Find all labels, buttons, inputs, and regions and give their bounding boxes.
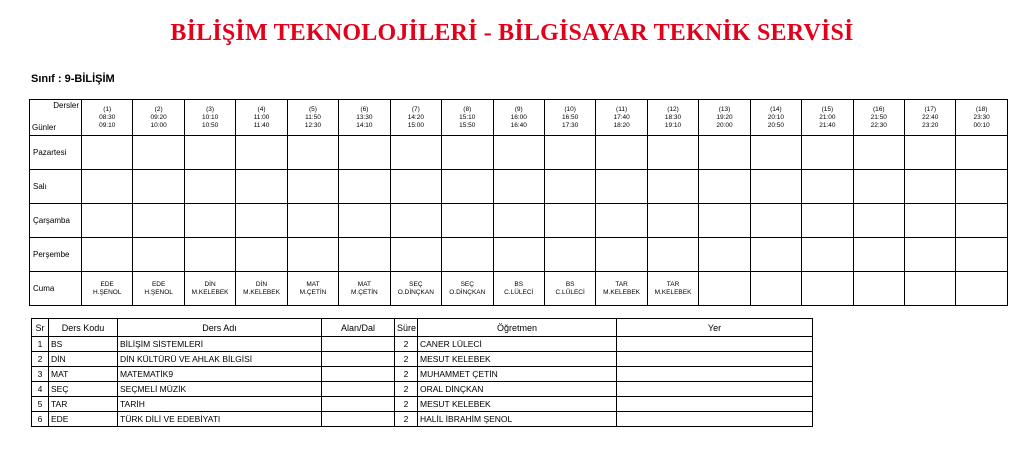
course-cell-sr: 4 — [32, 382, 49, 397]
timetable-slot-cell — [133, 170, 184, 204]
timetable-slot-cell — [853, 204, 904, 238]
period-number: (14) — [770, 105, 782, 113]
course-cell-duration: 2 — [395, 382, 418, 397]
period-end-time: 09:10 — [99, 121, 116, 129]
page-title: BİLİŞİM TEKNOLOJİLERİ - BİLGİSAYAR TEKNİK SERVİSİ — [170, 20, 854, 46]
period-start-time: 19:20 — [716, 113, 733, 121]
timetable-slot-cell — [390, 136, 441, 170]
timetable-slot-cell — [184, 170, 235, 204]
period-start-time: 18:30 — [664, 113, 682, 121]
timetable-slot-cell — [905, 238, 956, 272]
period-header-cell — [750, 100, 801, 136]
period-end-time: 15:00 — [407, 121, 424, 129]
timetable-slot-cell — [133, 238, 184, 272]
course-cell-place — [617, 397, 813, 412]
period-number: (13) — [718, 105, 731, 113]
timetable-day-row — [30, 204, 1008, 238]
timetable-slot-cell — [236, 136, 287, 170]
period-start-time: 15:10 — [459, 113, 476, 121]
course-cell-sr: 1 — [32, 337, 49, 352]
timetable-slot-cell — [750, 238, 801, 272]
period-header-cell — [236, 100, 287, 136]
timetable-slot-cell — [647, 170, 698, 204]
course-cell-duration: 2 — [395, 337, 418, 352]
course-cell-name: TARİH — [118, 397, 322, 412]
course-column-header: Alan/Dal — [322, 319, 395, 337]
course-cell-area — [322, 337, 395, 352]
period-start-time: 22:40 — [922, 113, 939, 121]
slot-teacher: C.LÜLECİ — [555, 288, 585, 296]
course-column-header: Ders Adı — [118, 319, 322, 337]
period-header-cell — [647, 100, 698, 136]
slot-teacher: M.KELEBEK — [191, 288, 229, 296]
timetable-slot-cell — [802, 170, 853, 204]
course-row — [32, 382, 813, 397]
course-cell-duration: 2 — [395, 397, 418, 412]
timetable-slot-cell — [82, 136, 133, 170]
day-name-cell: Cuma — [30, 272, 82, 306]
timetable-slot-cell — [390, 204, 441, 238]
period-start-time: 11:50 — [305, 113, 321, 121]
slot-course-code: TAR — [615, 280, 628, 288]
period-header-cell — [905, 100, 956, 136]
period-start-time: 14:20 — [407, 113, 424, 121]
timetable-slot-cell — [236, 272, 287, 306]
slot-teacher: O.DİNÇKAN — [449, 288, 486, 296]
timetable-slot-cell — [493, 170, 544, 204]
period-header-cell — [82, 100, 133, 136]
course-cell-teacher: CANER LÜLECİ — [418, 337, 617, 352]
timetable-slot-cell — [287, 272, 338, 306]
timetable-slot-cell — [647, 272, 698, 306]
timetable-slot-cell — [339, 204, 390, 238]
course-cell-place — [617, 367, 813, 382]
period-header-cell — [339, 100, 390, 136]
day-name-cell: Çarşamba — [30, 204, 82, 238]
timetable-slot-cell — [905, 136, 956, 170]
period-number: (5) — [308, 105, 317, 113]
timetable-slot-cell — [596, 204, 647, 238]
timetable-slot-cell — [750, 136, 801, 170]
timetable-slot-cell — [442, 204, 493, 238]
period-end-time: 14:10 — [356, 121, 373, 129]
period-start-time: 11:00 — [253, 113, 270, 121]
period-start-time: 13:30 — [356, 113, 373, 121]
period-end-time: 20:50 — [767, 121, 785, 129]
course-cell-teacher: MUHAMMET ÇETİN — [418, 367, 617, 382]
timetable-slot-cell — [287, 238, 338, 272]
course-row — [32, 367, 813, 382]
period-number: (16) — [873, 105, 885, 113]
course-row — [32, 337, 813, 352]
timetable-slot-cell — [853, 136, 904, 170]
timetable-slot-cell — [956, 204, 1007, 238]
timetable-slot-cell — [236, 170, 287, 204]
period-end-time: 21:40 — [819, 121, 836, 129]
slot-teacher: H.ŞENOL — [144, 288, 173, 296]
period-number: (9) — [514, 105, 523, 113]
timetable-day-row — [30, 272, 1008, 306]
period-header-cell — [956, 100, 1007, 136]
slot-course-code: EDE — [100, 280, 114, 288]
course-column-header: Süre — [395, 319, 418, 337]
period-end-time: 15:50 — [459, 121, 476, 129]
period-start-time: 17:40 — [613, 113, 630, 121]
timetable-slot-cell — [390, 272, 441, 306]
period-number: (4) — [257, 105, 266, 113]
course-cell-name: BİLİŞİM SİSTEMLERİ — [118, 337, 322, 352]
course-list-table — [31, 318, 813, 427]
class-label: Sınıf : 9-BİLİŞİM — [31, 73, 115, 85]
timetable-slot-cell — [390, 170, 441, 204]
course-cell-teacher: HALİL İBRAHİM ŞENOL — [418, 412, 617, 427]
timetable-slot-cell — [596, 238, 647, 272]
corner-periods-label: Dersler — [53, 101, 79, 110]
period-start-time: 20:10 — [767, 113, 785, 121]
timetable-slot-cell — [544, 238, 595, 272]
timetable-slot-cell — [133, 204, 184, 238]
timetable-header-row — [30, 100, 1008, 136]
slot-course-code: TAR — [666, 280, 680, 288]
timetable-slot-cell — [699, 170, 750, 204]
period-end-time: 16:40 — [510, 121, 527, 129]
period-start-time: 21:00 — [819, 113, 836, 121]
timetable-slot-cell — [802, 204, 853, 238]
period-number: (6) — [360, 105, 369, 113]
course-cell-place — [617, 352, 813, 367]
timetable-slot-cell — [802, 136, 853, 170]
timetable-slot-cell — [647, 136, 698, 170]
timetable-slot-cell — [750, 272, 801, 306]
timetable-day-row — [30, 170, 1008, 204]
period-end-time: 11:40 — [253, 121, 270, 129]
slot-teacher: M.KELEBEK — [243, 288, 280, 296]
course-cell-area — [322, 352, 395, 367]
period-end-time: 10:00 — [150, 121, 167, 129]
timetable-slot-cell — [82, 272, 133, 306]
period-number: (15) — [821, 105, 834, 113]
timetable-slot-cell — [339, 136, 390, 170]
period-header-cell — [853, 100, 904, 136]
course-cell-teacher: MESUT KELEBEK — [418, 352, 617, 367]
period-end-time: 19:10 — [664, 121, 682, 129]
course-cell-name: MATEMATİK9 — [118, 367, 322, 382]
period-number: (10) — [564, 105, 576, 113]
period-header-cell — [184, 100, 235, 136]
timetable-slot-cell — [905, 170, 956, 204]
slot-teacher: O.DİNÇKAN — [397, 288, 434, 296]
slot-course-code: BS — [565, 280, 575, 288]
period-end-time: 00:10 — [973, 121, 990, 129]
corner-days-label: Günler — [32, 123, 57, 132]
course-row — [32, 412, 813, 427]
timetable-slot-cell — [596, 170, 647, 204]
period-header-cell — [390, 100, 441, 136]
timetable-slot-cell — [596, 136, 647, 170]
course-cell-name: SEÇMELİ MÜZİK — [118, 382, 322, 397]
timetable-slot-cell — [442, 170, 493, 204]
slot-teacher: C.LÜLECİ — [504, 288, 534, 296]
timetable-slot-cell — [905, 272, 956, 306]
period-number: (3) — [206, 105, 215, 113]
period-start-time: 16:50 — [562, 113, 579, 121]
timetable-slot-cell — [339, 238, 390, 272]
period-start-time: 10:10 — [201, 113, 219, 121]
timetable-slot-cell — [442, 136, 493, 170]
timetable-slot-cell — [699, 238, 750, 272]
timetable-slot-cell — [442, 238, 493, 272]
course-cell-teacher: MESUT KELEBEK — [418, 397, 617, 412]
period-start-time: 16:00 — [510, 113, 527, 121]
period-end-time: 18:20 — [613, 121, 630, 129]
period-end-time: 10:50 — [201, 121, 219, 129]
timetable-slot-cell — [544, 204, 595, 238]
course-row — [32, 352, 813, 367]
timetable-slot-cell — [133, 136, 184, 170]
timetable-slot-cell — [853, 170, 904, 204]
timetable-slot-cell — [133, 272, 184, 306]
course-column-header: Yer — [617, 319, 813, 337]
period-number: (7) — [411, 105, 420, 113]
timetable-slot-cell — [699, 272, 750, 306]
period-number: (11) — [616, 105, 628, 113]
timetable-slot-cell — [647, 238, 698, 272]
timetable-slot-cell — [699, 136, 750, 170]
timetable-slot-cell — [493, 238, 544, 272]
course-cell-code: TAR — [49, 397, 118, 412]
period-header-cell — [699, 100, 750, 136]
timetable-slot-cell — [802, 272, 853, 306]
course-cell-duration: 2 — [395, 352, 418, 367]
course-cell-area — [322, 367, 395, 382]
timetable-slot-cell — [956, 238, 1007, 272]
slot-course-code: EDE — [151, 280, 166, 288]
period-end-time: 12:30 — [304, 121, 322, 129]
period-end-time: 17:30 — [562, 121, 579, 129]
course-cell-area — [322, 397, 395, 412]
course-column-header: Ders Kodu — [49, 319, 118, 337]
course-cell-duration: 2 — [395, 412, 418, 427]
slot-course-code: MAT — [357, 280, 372, 288]
period-number: (8) — [463, 105, 472, 113]
course-cell-code: EDE — [49, 412, 118, 427]
timetable-slot-cell — [956, 136, 1007, 170]
period-end-time: 20:00 — [716, 121, 733, 129]
timetable-slot-cell — [390, 238, 441, 272]
course-cell-sr: 3 — [32, 367, 49, 382]
course-list-header-row — [32, 319, 813, 337]
timetable-slot-cell — [339, 272, 390, 306]
period-start-time: 09:20 — [150, 113, 167, 121]
timetable-slot-cell — [802, 238, 853, 272]
course-column-header: Sr — [32, 319, 49, 337]
timetable-slot-cell — [184, 238, 235, 272]
timetable-slot-cell — [750, 170, 801, 204]
course-cell-name: TÜRK DİLİ VE EDEBİYATI — [118, 412, 322, 427]
timetable-slot-cell — [339, 170, 390, 204]
course-cell-sr: 6 — [32, 412, 49, 427]
day-name-cell: Perşembe — [30, 238, 82, 272]
slot-course-code: MAT — [306, 280, 320, 288]
timetable-slot-cell — [493, 272, 544, 306]
timetable-slot-cell — [596, 272, 647, 306]
timetable-slot-cell — [853, 238, 904, 272]
timetable — [29, 99, 1008, 306]
slot-teacher: M.KELEBEK — [654, 288, 692, 296]
day-name-cell: Pazartesi — [30, 136, 82, 170]
course-cell-duration: 2 — [395, 367, 418, 382]
timetable-slot-cell — [236, 238, 287, 272]
period-header-cell — [133, 100, 184, 136]
course-cell-area — [322, 412, 395, 427]
timetable-slot-cell — [544, 272, 595, 306]
timetable-day-row — [30, 238, 1008, 272]
period-header-cell — [493, 100, 544, 136]
period-start-time: 23:30 — [973, 113, 990, 121]
timetable-slot-cell — [647, 204, 698, 238]
slot-teacher: M.ÇETİN — [351, 288, 378, 296]
period-end-time: 23:20 — [922, 121, 939, 129]
course-cell-code: MAT — [49, 367, 118, 382]
period-header-cell — [442, 100, 493, 136]
slot-course-code: DİN — [204, 280, 216, 288]
period-number: (12) — [667, 105, 679, 113]
timetable-slot-cell — [750, 204, 801, 238]
course-row — [32, 397, 813, 412]
timetable-slot-cell — [287, 170, 338, 204]
timetable-slot-cell — [956, 170, 1007, 204]
timetable-slot-cell — [493, 136, 544, 170]
course-cell-name: DİN KÜLTÜRÜ VE AHLAK BİLGİSİ — [118, 352, 322, 367]
timetable-slot-cell — [905, 204, 956, 238]
timetable-day-row — [30, 136, 1008, 170]
timetable-slot-cell — [853, 272, 904, 306]
timetable-slot-cell — [544, 136, 595, 170]
period-header-cell — [596, 100, 647, 136]
course-cell-code: DİN — [49, 352, 118, 367]
course-cell-place — [617, 337, 813, 352]
timetable-slot-cell — [287, 204, 338, 238]
timetable-slot-cell — [699, 204, 750, 238]
slot-teacher: M.ÇETİN — [299, 288, 327, 296]
slot-teacher: M.KELEBEK — [603, 288, 641, 296]
slot-course-code: DİN — [255, 280, 268, 288]
timetable-slot-cell — [184, 272, 235, 306]
timetable-slot-cell — [82, 204, 133, 238]
period-start-time: 08:30 — [99, 113, 116, 121]
period-number: (17) — [924, 105, 936, 113]
course-cell-code: BS — [49, 337, 118, 352]
timetable-slot-cell — [287, 136, 338, 170]
timetable-slot-cell — [956, 272, 1007, 306]
timetable-slot-cell — [442, 272, 493, 306]
timetable-slot-cell — [544, 170, 595, 204]
course-cell-sr: 5 — [32, 397, 49, 412]
period-start-time: 21:50 — [870, 113, 887, 121]
course-column-header: Öğretmen — [418, 319, 617, 337]
period-header-cell — [802, 100, 853, 136]
slot-course-code: SEÇ — [409, 280, 423, 288]
course-cell-place — [617, 412, 813, 427]
period-header-cell — [287, 100, 338, 136]
timetable-corner-cell — [30, 100, 82, 136]
period-header-cell — [544, 100, 595, 136]
slot-teacher: H.ŞENOL — [92, 288, 122, 296]
timetable-slot-cell — [184, 204, 235, 238]
day-name-cell: Salı — [30, 170, 82, 204]
course-cell-teacher: ORAL DİNÇKAN — [418, 382, 617, 397]
slot-course-code: BS — [514, 280, 524, 288]
timetable-slot-cell — [184, 136, 235, 170]
period-number: (18) — [975, 105, 988, 113]
slot-course-code: SEÇ — [460, 280, 474, 288]
timetable-slot-cell — [493, 204, 544, 238]
timetable-slot-cell — [82, 170, 133, 204]
timetable-slot-cell — [82, 238, 133, 272]
course-cell-sr: 2 — [32, 352, 49, 367]
course-cell-code: SEÇ — [49, 382, 118, 397]
period-number: (2) — [154, 105, 163, 113]
course-cell-place — [617, 382, 813, 397]
period-number: (1) — [103, 105, 112, 113]
period-end-time: 22:30 — [870, 121, 887, 129]
course-cell-area — [322, 382, 395, 397]
timetable-slot-cell — [236, 204, 287, 238]
